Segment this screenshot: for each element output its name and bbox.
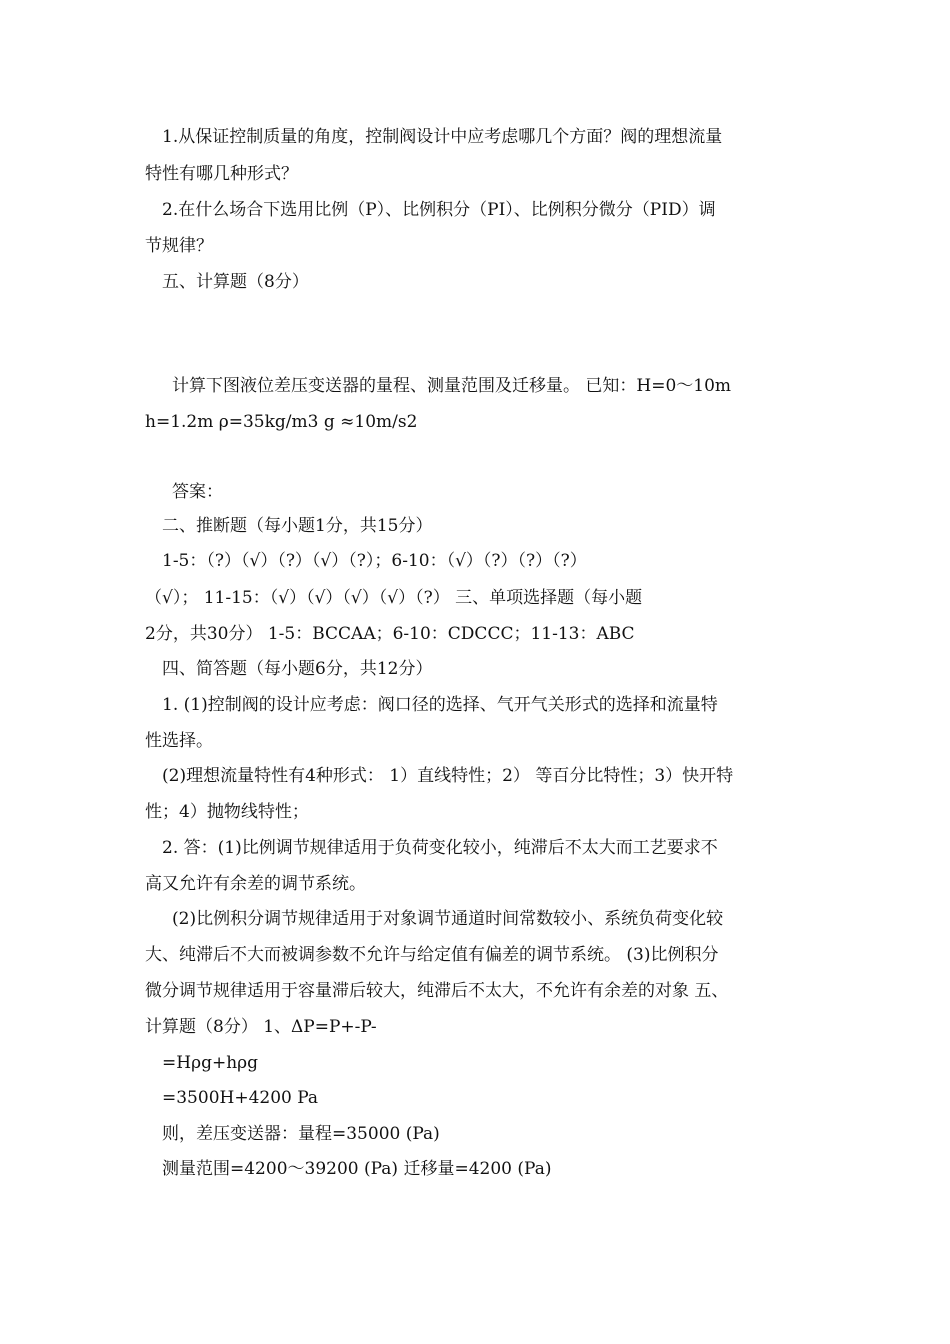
text-line: 特性有哪几种形式？ bbox=[145, 164, 298, 184]
text-line: （√）； 11-15：（√）（√）（√）（√）（?） 三、单项选择题（每小题 bbox=[145, 588, 643, 608]
text-line: 性；4）抛物线特性； bbox=[145, 802, 309, 822]
text-line: 2.在什么场合下选用比例（P）、比例积分（PI）、比例积分微分（PID）调 bbox=[162, 200, 716, 220]
formula-line: =3500H+4200 Pa bbox=[162, 1088, 319, 1108]
text-line: 大、纯滞后不大而被调参数不允许与给定值有偏差的调节系统。 (3)比例积分 bbox=[145, 945, 719, 965]
section-heading: 四、简答题（每小题6分，共12分） bbox=[162, 659, 433, 679]
text-line: 计算题（8分） 1、ΔP=P+-P- bbox=[145, 1017, 377, 1037]
text-line: 性选择。 bbox=[145, 731, 213, 751]
text-line: 2分，共30分） 1-5：BCCAA；6-10：CDCCC；11-13：ABC bbox=[145, 624, 635, 644]
text-line: 计算下图液位差压变送器的量程、测量范围及迁移量。 已知：H=0～10m bbox=[172, 376, 732, 396]
text-line: (2)理想流量特性有4种形式： 1）直线特性；2） 等百分比特性；3）快开特 bbox=[162, 766, 734, 786]
text-line: 节规律？ bbox=[145, 236, 213, 256]
formula-line: =Hρg+hρg bbox=[162, 1053, 259, 1073]
section-heading: 五、计算题（8分） bbox=[162, 272, 309, 292]
text-line: 1. (1)控制阀的设计应考虑：阀口径的选择、气开气关形式的选择和流量特 bbox=[162, 695, 718, 715]
text-line: 高又允许有余差的调节系统。 bbox=[145, 874, 366, 894]
text-line: 1-5：（?）（√）（?）（√）（?）；6-10：（√）（?）（?）（?） bbox=[162, 551, 587, 571]
text-line: (2)比例积分调节规律适用于对象调节通道时间常数较小、系统负荷变化较 bbox=[172, 909, 724, 929]
text-line: 微分调节规律适用于容量滞后较大，纯滞后不太大，不允许有余差的对象 五、 bbox=[145, 981, 729, 1001]
answer-heading: 答案： bbox=[172, 482, 223, 502]
text-line: h=1.2m ρ=35kg/m3 g ≈10m/s2 bbox=[145, 412, 418, 432]
text-line: 1.从保证控制质量的角度，控制阀设计中应考虑哪几个方面？阀的理想流量 bbox=[162, 127, 723, 147]
text-line: 2. 答：(1)比例调节规律适用于负荷变化较小，纯滞后不太大而工艺要求不 bbox=[162, 838, 718, 858]
text-line: 则，差压变送器：量程=35000 (Pa) bbox=[162, 1124, 440, 1144]
section-heading: 二、推断题（每小题1分，共15分） bbox=[162, 516, 433, 536]
text-line: 测量范围=4200～39200 (Pa) 迁移量=4200 (Pa) bbox=[162, 1159, 552, 1179]
